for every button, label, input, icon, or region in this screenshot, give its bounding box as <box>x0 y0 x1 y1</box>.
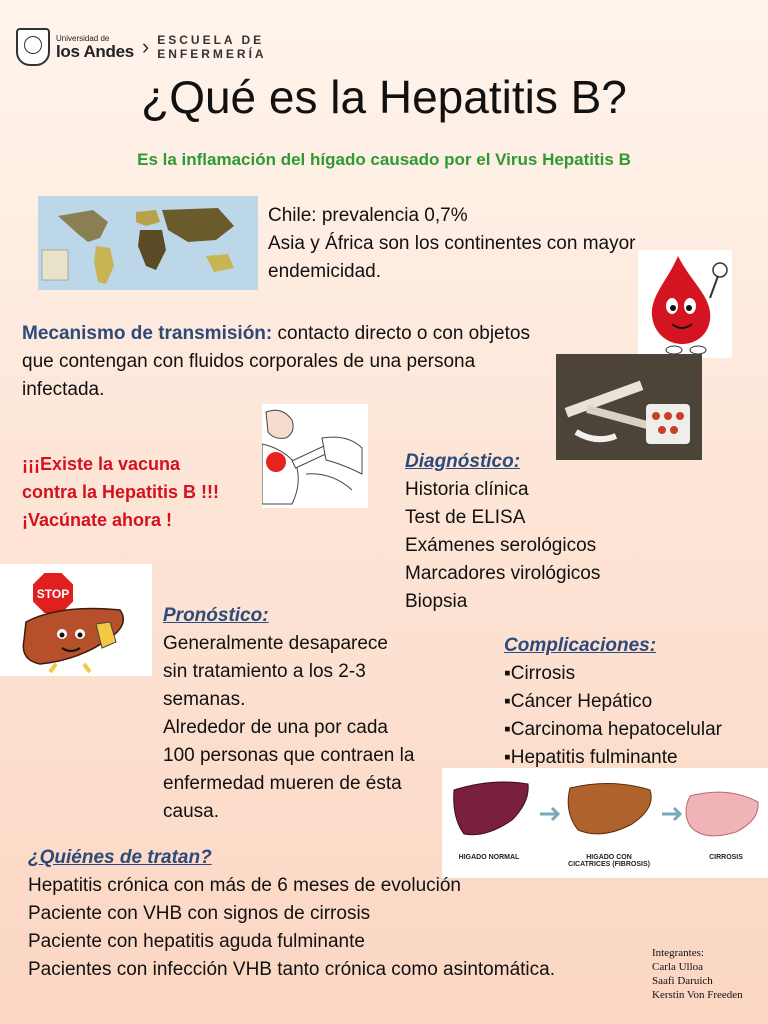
list-item: Historia clínica <box>405 479 529 500</box>
list-item: Kerstin Von Freeden <box>652 989 743 1001</box>
list-item: Paciente con VHB con signos de cirrosis <box>28 903 371 924</box>
university-logo <box>16 28 267 66</box>
list-item: Biopsia <box>405 591 468 612</box>
vaccine-line2: contra la Hepatitis B !!! <box>22 482 220 502</box>
list-item: sin tratamiento a los 2-3 <box>163 661 366 682</box>
list-item: semanas. <box>163 689 246 710</box>
list-item: Generalmente desaparece <box>163 633 388 654</box>
school-name-line2: ENFERMERÍA <box>157 47 267 61</box>
prevalence-asia-africa: Asia y África son los continentes con mayor <box>268 233 636 254</box>
stop-liver-image <box>0 564 152 676</box>
complications-section <box>504 632 768 772</box>
list-item: ▪Carcinoma hepatocelular <box>504 719 722 740</box>
list-item: ▪Hepatitis fulminante <box>504 747 678 768</box>
prevalence-endemicity: endemicidad. <box>268 261 382 282</box>
list-item: Pacientes con infección VHB tanto crónica como asintomática. <box>28 959 555 980</box>
list-item: causa. <box>163 801 219 822</box>
diagnosis-heading: Diagnóstico: <box>405 451 521 472</box>
prognosis-section <box>163 602 483 826</box>
list-item: Marcadores virológicos <box>405 563 601 584</box>
prevalence-chile: Chile: prevalencia 0,7% <box>268 205 468 226</box>
syringes-photo <box>556 354 702 460</box>
list-item: Test de ELISA <box>405 507 526 528</box>
complications-heading: Complicaciones: <box>504 635 657 656</box>
transmission-line1: contacto directo o con objetos <box>272 323 530 344</box>
diagnosis-section <box>405 448 745 616</box>
treatment-section <box>28 844 668 984</box>
liver-fibrosis-caption-line1: HIGADO CON <box>586 854 632 861</box>
list-item: ▪Cáncer Hepático <box>504 691 653 712</box>
list-item: Hepatitis crónica con más de 6 meses de evolución <box>28 875 462 896</box>
university-name: los Andes <box>56 41 134 61</box>
transmission-heading: Mecanismo de transmisión: <box>22 323 273 344</box>
transmission-line2: que contengan con fluidos corporales de una persona <box>22 351 476 372</box>
liver-normal-caption: HIGADO NORMAL <box>458 854 520 861</box>
page-title: ¿Qué es la Hepatitis B? <box>141 71 627 123</box>
transmission-text <box>22 320 622 404</box>
stop-sign-text: STOP <box>36 587 70 601</box>
vaccine-line1: ¡¡¡Existe la vacuna <box>22 454 181 474</box>
list-item: ▪Cirrosis <box>504 663 576 684</box>
list-item: Saafi Daruich <box>652 975 713 987</box>
vaccine-message <box>22 450 272 534</box>
prognosis-heading: Pronóstico: <box>163 605 269 626</box>
liver-cirrhosis-caption: CIRROSIS <box>709 854 743 861</box>
list-item: enfermedad mueren de ésta <box>163 773 402 794</box>
members-section <box>652 946 766 1002</box>
world-map-image <box>38 196 258 290</box>
vaccine-line3: ¡Vacúnate ahora ! <box>22 510 173 530</box>
list-item: Alrededor de una por cada <box>163 717 388 738</box>
transmission-line3: infectada. <box>22 379 105 400</box>
university-name-small: Universidad de <box>56 33 110 43</box>
list-item: Exámenes serológicos <box>405 535 597 556</box>
treatment-heading: ¿Quiénes de tratan? <box>28 847 212 868</box>
school-name-line1: ESCUELA DE <box>157 33 265 47</box>
blood-drop-mascot-image <box>638 250 732 358</box>
university-seal-icon <box>16 28 50 66</box>
list-item: Paciente con hepatitis aguda fulminante <box>28 931 365 952</box>
liver-fibrosis-caption-line2: CICATRICES (FIBROSIS) <box>568 861 650 868</box>
members-heading: Integrantes: <box>652 947 704 959</box>
list-item: 100 personas que contraen la <box>163 745 415 766</box>
vaccination-image <box>262 404 368 508</box>
page-subtitle: Es la inflamación del hígado causado por el Virus Hepatitis B <box>137 150 631 169</box>
list-item: Carla Ulloa <box>652 961 704 973</box>
chevron-right-icon: › <box>141 34 150 59</box>
